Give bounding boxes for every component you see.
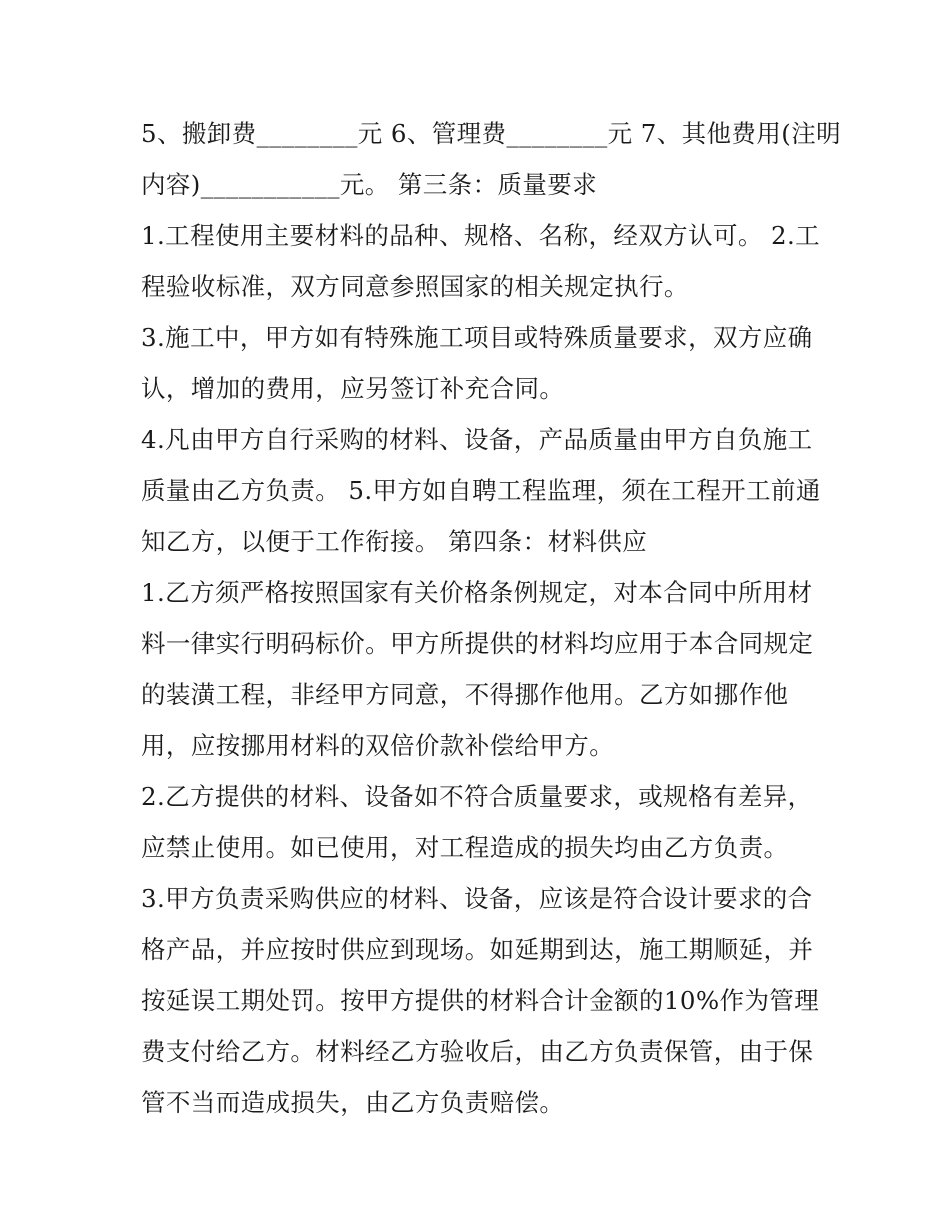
text-line: 4.凡由甲方自行采购的材料、设备，产品质量由甲方自负施工 bbox=[141, 425, 813, 454]
text-line: 格产品，并应按时供应到现场。如延期到达，施工期顺延，并 bbox=[141, 935, 814, 964]
text-line: 质量由乙方负责。 5.甲方如自聘工程监理，须在工程开工前通 bbox=[141, 476, 821, 505]
text-line: 的装潢工程，非经甲方同意，不得挪作他用。乙方如挪作他 bbox=[141, 680, 789, 709]
text-line: 5、搬卸费________元 6、管理费________元 7、其他费用(注明 bbox=[141, 119, 841, 148]
text-line: 管不当而造成损失，由乙方负责赔偿。 bbox=[141, 1088, 565, 1117]
text-line: 费支付给乙方。材料经乙方验收后，由乙方负责保管，由于保 bbox=[141, 1037, 814, 1066]
text-line: 程验收标准，双方同意参照国家的相关规定执行。 bbox=[141, 272, 689, 301]
text-line: 内容)___________元。 第三条：质量要求 bbox=[141, 170, 598, 199]
text-line: 用，应按挪用材料的双倍价款补偿给甲方。 bbox=[141, 731, 615, 760]
text-line: 认，增加的费用，应另签订补充合同。 bbox=[141, 374, 565, 403]
text-line: 知乙方，以便于工作衔接。 第四条：材料供应 bbox=[141, 527, 648, 556]
text-line: 2.乙方提供的材料、设备如不符合质量要求，或规格有差异， bbox=[141, 782, 813, 811]
text-line: 3.施工中，甲方如有特殊施工项目或特殊质量要求，双方应确 bbox=[141, 323, 813, 352]
text-line: 1.乙方须严格按照国家有关价格条例规定，对本合同中所用材 bbox=[141, 578, 813, 607]
text-line: 1.工程使用主要材料的品种、规格、名称，经双方认可。 2.工 bbox=[141, 221, 821, 250]
text-line: 3.甲方负责采购供应的材料、设备，应该是符合设计要求的合 bbox=[141, 884, 813, 913]
document-body bbox=[141, 108, 841, 1128]
text-line: 应禁止使用。如已使用，对工程造成的损失均由乙方负责。 bbox=[141, 833, 789, 862]
text-line: 按延误工期处罚。按甲方提供的材料合计金额的10%作为管理 bbox=[141, 986, 820, 1015]
text-line: 料一律实行明码标价。甲方所提供的材料均应用于本合同规定 bbox=[141, 629, 814, 658]
